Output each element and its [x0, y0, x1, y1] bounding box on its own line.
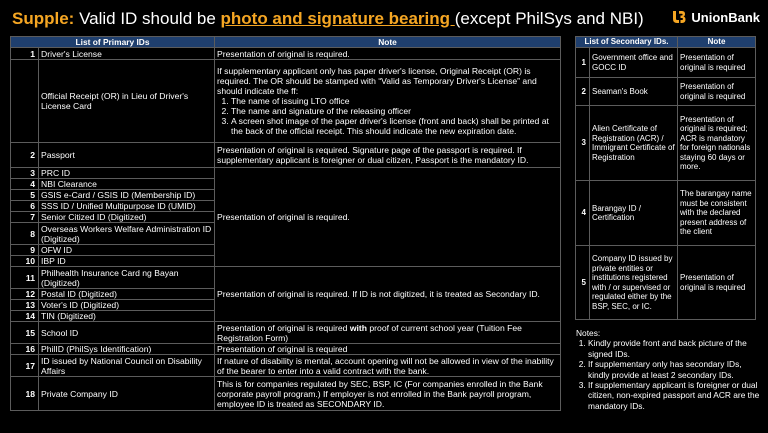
- id-name: TIN (Digitized): [39, 311, 215, 322]
- id-name: Seaman's Book: [590, 78, 678, 106]
- title-underlined: photo and signature bearing: [220, 9, 455, 28]
- table-row: [11, 168, 561, 179]
- row-number: 15: [11, 322, 39, 344]
- id-note: Presentation of original is required: [678, 48, 756, 78]
- id-note: Presentation of original is required: [215, 344, 561, 355]
- or-note-list: [217, 96, 558, 136]
- id-name: Passport: [39, 143, 215, 168]
- id-name: School ID: [39, 322, 215, 344]
- id-name: Barangay ID / Certification: [590, 181, 678, 246]
- title-mid: Valid ID should be: [74, 9, 221, 28]
- id-name: Voter's ID (Digitized): [39, 300, 215, 311]
- logo-text: UnionBank: [691, 9, 760, 25]
- id-name: Company ID issued by private entities or institutions registered with / or supervised or regulated either by the BSP, SEC, or IC.: [590, 246, 678, 320]
- id-name: Private Company ID: [39, 377, 215, 411]
- row-number: 2: [11, 143, 39, 168]
- table-row: [576, 246, 756, 320]
- secondary-ids-table: [575, 36, 756, 320]
- list-item: 1. Kindly provide front and back picture of the signed IDs.: [588, 338, 762, 359]
- note-emphasis: with: [349, 322, 368, 333]
- note-text: proof of current school year (Tuition Fee Registration Form): [217, 322, 522, 343]
- table-row: [11, 60, 561, 143]
- id-name: PRC ID: [39, 168, 215, 179]
- row-number: 1: [576, 48, 590, 78]
- page-title: [12, 8, 644, 30]
- list-item: 2. The name and signature of the releasing officer: [231, 106, 558, 116]
- title-prefix: Supple:: [12, 9, 75, 28]
- list-item: 2. If supplementary only has secondary IDs, kindly provide at least 2 secondary IDs.: [588, 359, 762, 380]
- id-note: This is for companies regulated by SEC, BSP, IC (For companies enrolled in the Bank corporate payroll program.) If employer is not enrolled in the Bank payroll program, employee ID is treated as SECONDARY ID.: [215, 377, 561, 411]
- row-number: 10: [11, 256, 39, 267]
- row-number: 3: [11, 168, 39, 179]
- row-number: 17: [11, 355, 39, 377]
- id-name: NBI Clearance: [39, 179, 215, 190]
- row-number: 18: [11, 377, 39, 411]
- row-number: 16: [11, 344, 39, 355]
- notes-box: [576, 328, 762, 411]
- list-item: 3. If supplementary applicant is foreigner or dual citizen, non-expired passport and ACR are the mandatory IDs.: [588, 380, 762, 411]
- id-name: Senior Citized ID (Digitized): [39, 212, 215, 223]
- secondary-col-note: Note: [678, 37, 756, 48]
- table-row: [11, 322, 561, 344]
- row-number: 14: [11, 311, 39, 322]
- table-row: [11, 377, 561, 411]
- table-row: [576, 106, 756, 181]
- primary-header-row: [11, 37, 561, 48]
- table-row: [576, 48, 756, 78]
- id-name: OFW ID: [39, 245, 215, 256]
- id-name: ID issued by National Council on Disability Affairs: [39, 355, 215, 377]
- id-note: Presentation of original is required.: [215, 48, 561, 60]
- id-note: Presentation of original is required: [678, 78, 756, 106]
- id-name: Driver's License: [39, 48, 215, 60]
- id-name: Alien Certificate of Registration (ACR) / Immigrant Certificate of Registration: [590, 106, 678, 181]
- row-number: 9: [11, 245, 39, 256]
- id-note: Presentation of original is required: [678, 246, 756, 320]
- notes-list: [576, 338, 762, 411]
- unionbank-logo: [671, 9, 760, 25]
- row-number: 7: [11, 212, 39, 223]
- notes-heading: Notes:: [576, 328, 601, 338]
- row-number: 5: [11, 190, 39, 201]
- secondary-header-row: [576, 37, 756, 48]
- id-name: SSS ID / Unified Multipurpose ID (UMID): [39, 201, 215, 212]
- id-name: Philhealth Insurance Card ng Bayan (Digitized): [39, 267, 215, 289]
- table-row: [11, 143, 561, 168]
- row-number: 6: [11, 201, 39, 212]
- title-suffix: (except PhilSys and NBI): [454, 9, 644, 28]
- row-number: 4: [11, 179, 39, 190]
- id-name: IBP ID: [39, 256, 215, 267]
- id-note: Presentation of original is required.: [215, 168, 561, 267]
- table-row: [11, 48, 561, 60]
- row-number: 2: [576, 78, 590, 106]
- id-name: Government office and GOCC ID: [590, 48, 678, 78]
- id-note: [215, 60, 561, 143]
- id-note: [215, 322, 561, 344]
- row-number: 8: [11, 223, 39, 245]
- id-note: Presentation of original is required. If ID is not digitized, it is treated as Secondary ID.: [215, 267, 561, 322]
- id-name: Postal ID (Digitized): [39, 289, 215, 300]
- or-note-intro: If supplementary applicant only has paper driver's license, Original Receipt (OR) is required. The OR should be stamped with “Valid as Temporary Driver's License” and should indicate the ff:: [217, 66, 537, 96]
- id-note: Presentation of original is required; ACR is mandatory for foreign nationals staying 60 days or more.: [678, 106, 756, 181]
- row-number: 3: [576, 106, 590, 181]
- id-name: PhilID (PhilSys Identification): [39, 344, 215, 355]
- table-row: [11, 355, 561, 377]
- id-note: The barangay name must be consistent with the declared present address of the client: [678, 181, 756, 246]
- list-item: 1. The name of issuing LTO office: [231, 96, 558, 106]
- table-row: [576, 78, 756, 106]
- secondary-col-list: List of Secondary IDs.: [576, 37, 678, 48]
- list-item: 3. A screen shot image of the paper driver's license (front and back) shall be printed at the back of the official receipt. This should indicate the new expiration date.: [231, 116, 558, 136]
- id-note: If nature of disability is mental, account opening will not be allowed in view of the inability of the bearer to enter into a valid contract with the bank.: [215, 355, 561, 377]
- table-row: [11, 267, 561, 289]
- row-number: [11, 60, 39, 143]
- unionbank-logo-icon: [671, 9, 687, 25]
- row-number: 12: [11, 289, 39, 300]
- id-note: Presentation of original is required. Signature page of the passport is required. If supplementary applicant is foreigner or dual citizen, Passport is the mandatory ID.: [215, 143, 561, 168]
- row-number: 4: [576, 181, 590, 246]
- id-name: Official Receipt (OR) in Lieu of Driver's License Card: [39, 60, 215, 143]
- table-row: [11, 344, 561, 355]
- primary-col-list: List of Primary IDs: [11, 37, 215, 48]
- row-number: 11: [11, 267, 39, 289]
- row-number: 5: [576, 246, 590, 320]
- table-row: [576, 181, 756, 246]
- row-number: 1: [11, 48, 39, 60]
- row-number: 13: [11, 300, 39, 311]
- id-name: Overseas Workers Welfare Administration ID (Digitized): [39, 223, 215, 245]
- primary-col-note: Note: [215, 37, 561, 48]
- id-name: GSIS e-Card / GSIS ID (Membership ID): [39, 190, 215, 201]
- note-text: Presentation of original is required: [217, 322, 350, 333]
- primary-ids-table: [10, 36, 561, 411]
